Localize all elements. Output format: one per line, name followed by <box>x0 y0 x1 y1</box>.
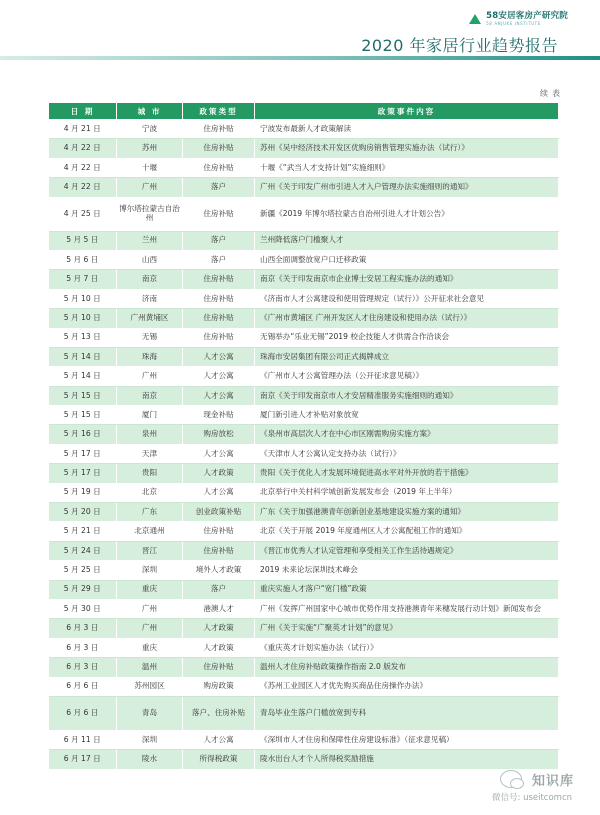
cell-city: 温州 <box>117 658 183 677</box>
table-row <box>49 406 559 425</box>
cell-policy-type: 住房补贴 <box>183 309 255 328</box>
cell-policy-content: 山西全面调整放宽户口迁移政策 <box>255 250 559 269</box>
cell-city: 博尔塔拉蒙古自治州 <box>117 197 183 231</box>
cell-policy-content: 《广州市人才公寓管理办法（公开征求意见稿）》 <box>255 367 559 386</box>
table-row <box>49 638 559 657</box>
cell-policy-content: 宁波发布最新人才政策解读 <box>255 120 559 139</box>
cell-city: 北京 <box>117 483 183 502</box>
cell-policy-content: 珠海市安居集团有限公司正式揭牌成立 <box>255 347 559 366</box>
cell-policy-type: 落户 <box>183 231 255 250</box>
cell-policy-content: 《济南市人才公寓建设和使用管理规定（试行）》公开征求社会意见 <box>255 289 559 308</box>
cell-policy-type: 住房补贴 <box>183 522 255 541</box>
cell-city: 广州 <box>117 619 183 638</box>
cell-date: 5 月 17 日 <box>49 444 117 463</box>
cell-date: 5 月 5 日 <box>49 231 117 250</box>
cell-policy-content: 广州《发挥广州国家中心城市优势作用支持港澳青年来穗发展行动计划》新闻发布会 <box>255 599 559 618</box>
table-row <box>49 178 559 197</box>
cell-policy-type: 住房补贴 <box>183 541 255 560</box>
cell-policy-type: 人才公寓 <box>183 386 255 405</box>
cell-date: 6 月 6 日 <box>49 696 117 730</box>
cell-city: 贵阳 <box>117 464 183 483</box>
cell-policy-type: 人才公寓 <box>183 483 255 502</box>
cell-policy-content: 厦门新引进人才补贴对象放宽 <box>255 406 559 425</box>
cell-policy-type: 落户、住房补贴 <box>183 696 255 730</box>
cell-policy-content: 无锡举办“乐业无锡”2019 校企技能人才供需合作洽谈会 <box>255 328 559 347</box>
table-row <box>49 386 559 405</box>
cell-policy-type: 所得税政策 <box>183 750 255 769</box>
cell-policy-content: 《泉州市高层次人才在中心市区刚需购房实施方案》 <box>255 425 559 444</box>
cell-date: 5 月 15 日 <box>49 386 117 405</box>
cell-city: 青岛 <box>117 696 183 730</box>
logo-mark-icon <box>468 12 482 26</box>
logo-chinese-name: 58安居客房产研究院 <box>486 11 568 22</box>
cell-policy-type: 住房补贴 <box>183 328 255 347</box>
table-body <box>49 120 559 770</box>
cell-policy-type: 住房补贴 <box>183 120 255 139</box>
cell-city: 重庆 <box>117 580 183 599</box>
cell-policy-type: 现金补贴 <box>183 406 255 425</box>
header-city: 城 市 <box>117 103 183 120</box>
cell-city: 深圳 <box>117 730 183 749</box>
cell-city: 晋江 <box>117 541 183 560</box>
cell-policy-type: 住房补贴 <box>183 270 255 289</box>
cell-date: 6 月 6 日 <box>49 677 117 696</box>
cell-date: 5 月 7 日 <box>49 270 117 289</box>
logo-english-name: 58 ANJUKE INSTITUTE <box>486 20 541 26</box>
cell-policy-type: 创业政策补贴 <box>183 503 255 522</box>
cell-policy-type: 住房补贴 <box>183 658 255 677</box>
cell-city: 广州 <box>117 367 183 386</box>
cell-policy-type: 人才政策 <box>183 638 255 657</box>
cell-policy-content: 广州《关于印发广州市引进人才入户管理办法实施细则的通知》 <box>255 178 559 197</box>
cell-policy-content: 《重庆英才计划实施办法（试行）》 <box>255 638 559 657</box>
cell-policy-content: 《晋江市优秀人才认定管理和享受相关工作生活待遇规定》 <box>255 541 559 560</box>
cell-policy-content: 贵阳《关于优化人才发展环境促进高水平对外开放的若干措施》 <box>255 464 559 483</box>
cell-policy-content: 十堰《“武当人才支持计划”实施细则》 <box>255 158 559 177</box>
table-row <box>49 367 559 386</box>
cell-policy-content: 广州《关于实施“广聚英才计划”的意见》 <box>255 619 559 638</box>
table-row <box>49 120 559 139</box>
cell-date: 4 月 22 日 <box>49 139 117 158</box>
cell-policy-content: 新疆《2019 年博尔塔拉蒙古自治州引进人才计划公告》 <box>255 197 559 231</box>
cell-date: 5 月 19 日 <box>49 483 117 502</box>
cell-date: 6 月 17 日 <box>49 750 117 769</box>
table-row <box>49 522 559 541</box>
table-row <box>49 139 559 158</box>
cell-city: 苏州园区 <box>117 677 183 696</box>
cell-policy-content: 陵水出台人才个人所得税奖励措施 <box>255 750 559 769</box>
cell-policy-type: 人才公寓 <box>183 347 255 366</box>
report-header <box>0 0 600 62</box>
cell-city: 无锡 <box>117 328 183 347</box>
table-row <box>49 658 559 677</box>
table-row <box>49 696 559 730</box>
cell-date: 6 月 3 日 <box>49 658 117 677</box>
cell-policy-content: 北京举行中关村科学城创新发展发布会（2019 年上半年） <box>255 483 559 502</box>
cell-policy-type: 落户 <box>183 580 255 599</box>
cell-city: 陵水 <box>117 750 183 769</box>
cell-date: 5 月 25 日 <box>49 561 117 580</box>
cell-policy-type: 人才政策 <box>183 619 255 638</box>
cell-date: 4 月 25 日 <box>49 197 117 231</box>
cell-city: 广州 <box>117 178 183 197</box>
table-row <box>49 677 559 696</box>
cell-city: 宁波 <box>117 120 183 139</box>
cell-date: 5 月 30 日 <box>49 599 117 618</box>
cell-policy-type: 人才公寓 <box>183 367 255 386</box>
cell-date: 5 月 6 日 <box>49 250 117 269</box>
continued-label: 续表 <box>540 89 564 98</box>
cell-policy-type: 购房放松 <box>183 425 255 444</box>
table-row <box>49 561 559 580</box>
cell-date: 5 月 16 日 <box>49 425 117 444</box>
cell-policy-content: 广东《关于加强港澳青年创新创业基地建设实施方案的通知》 <box>255 503 559 522</box>
table-row <box>49 425 559 444</box>
header-policy-type: 政策类型 <box>183 103 255 120</box>
table-row <box>49 503 559 522</box>
cell-policy-content: 苏州《吴中经济技术开发区优购房销售管理实施办法（试行）》 <box>255 139 559 158</box>
table-row <box>49 231 559 250</box>
cell-city: 苏州 <box>117 139 183 158</box>
table-row <box>49 483 559 502</box>
cell-policy-content: 南京《关于印发南京市企业博士安居工程实施办法的通知》 <box>255 270 559 289</box>
table-header-row <box>49 103 559 120</box>
table-row <box>49 730 559 749</box>
cell-date: 5 月 29 日 <box>49 580 117 599</box>
cell-date: 5 月 14 日 <box>49 347 117 366</box>
cell-policy-type: 境外人才政策 <box>183 561 255 580</box>
table-row <box>49 541 559 560</box>
cell-policy-type: 住房补贴 <box>183 289 255 308</box>
table-row <box>49 599 559 618</box>
cell-policy-content: 重庆实施人才落户“宽门槛”政策 <box>255 580 559 599</box>
cell-city: 深圳 <box>117 561 183 580</box>
cell-policy-type: 住房补贴 <box>183 197 255 231</box>
watermark-account: 微信号: useitcomcn <box>492 793 573 803</box>
cell-policy-content: 《广州市黄埔区 广州开发区人才住房建设和使用办法（试行）》 <box>255 309 559 328</box>
cell-policy-content: 温州人才住房补贴政策操作指南 2.0 版发布 <box>255 658 559 677</box>
cell-city: 南京 <box>117 270 183 289</box>
cell-city: 厦门 <box>117 406 183 425</box>
cell-city: 广州 <box>117 599 183 618</box>
cell-date: 5 月 24 日 <box>49 541 117 560</box>
cell-city: 泉州 <box>117 425 183 444</box>
wechat-watermark <box>492 766 592 806</box>
table-row <box>49 309 559 328</box>
cell-date: 4 月 21 日 <box>49 120 117 139</box>
publisher-logo <box>468 12 568 26</box>
watermark-name: 知识库 <box>532 774 575 789</box>
cell-city: 山西 <box>117 250 183 269</box>
cell-policy-content: 2019 未来论坛深圳技术峰会 <box>255 561 559 580</box>
cell-policy-content: 《苏州工业园区人才优先购买商品住房操作办法》 <box>255 677 559 696</box>
table-row <box>49 444 559 463</box>
cell-city: 广东 <box>117 503 183 522</box>
cell-policy-type: 住房补贴 <box>183 158 255 177</box>
header-divider <box>0 56 600 60</box>
cell-date: 6 月 3 日 <box>49 619 117 638</box>
cell-policy-content: 南京《关于印发南京市人才安居精准服务实施细则的通知》 <box>255 386 559 405</box>
table-row <box>49 250 559 269</box>
cell-policy-content: 青岛毕业生落户门槛放宽到专科 <box>255 696 559 730</box>
table-row <box>49 464 559 483</box>
cell-city: 济南 <box>117 289 183 308</box>
table-row <box>49 270 559 289</box>
policy-table <box>48 102 559 770</box>
cell-city: 广州黄埔区 <box>117 309 183 328</box>
cell-policy-type: 购房政策 <box>183 677 255 696</box>
cell-policy-type: 人才公寓 <box>183 730 255 749</box>
cell-city: 南京 <box>117 386 183 405</box>
cell-policy-type: 人才公寓 <box>183 444 255 463</box>
cell-policy-type: 落户 <box>183 178 255 197</box>
header-policy-content: 政策事件内容 <box>255 103 559 120</box>
cell-policy-type: 港澳人才 <box>183 599 255 618</box>
cell-policy-content: 《深圳市人才住房和保障性住房建设标准》（征求意见稿） <box>255 730 559 749</box>
cell-policy-content: 北京《关于开展 2019 年度通州区人才公寓配租工作的通知》 <box>255 522 559 541</box>
cell-policy-type: 住房补贴 <box>183 139 255 158</box>
cell-policy-type: 人才政策 <box>183 464 255 483</box>
table-row <box>49 197 559 231</box>
table-row <box>49 619 559 638</box>
cell-policy-type: 落户 <box>183 250 255 269</box>
cell-date: 5 月 17 日 <box>49 464 117 483</box>
cell-date: 4 月 22 日 <box>49 158 117 177</box>
cell-city: 重庆 <box>117 638 183 657</box>
table-row <box>49 328 559 347</box>
table-row <box>49 289 559 308</box>
cell-city: 珠海 <box>117 347 183 366</box>
wechat-icon <box>500 770 522 788</box>
cell-date: 5 月 21 日 <box>49 522 117 541</box>
cell-city: 十堰 <box>117 158 183 177</box>
cell-date: 5 月 15 日 <box>49 406 117 425</box>
cell-date: 4 月 22 日 <box>49 178 117 197</box>
cell-date: 6 月 11 日 <box>49 730 117 749</box>
report-title: 2020 年家居行业趋势报告 <box>361 36 558 55</box>
cell-city: 兰州 <box>117 231 183 250</box>
cell-date: 5 月 13 日 <box>49 328 117 347</box>
cell-date: 5 月 10 日 <box>49 309 117 328</box>
cell-date: 6 月 3 日 <box>49 638 117 657</box>
table-row <box>49 750 559 769</box>
table-row <box>49 580 559 599</box>
cell-policy-content: 《天津市人才公寓认定支持办法（试行）》 <box>255 444 559 463</box>
cell-policy-content: 兰州降低落户门槛聚人才 <box>255 231 559 250</box>
cell-city: 北京通州 <box>117 522 183 541</box>
cell-date: 5 月 10 日 <box>49 289 117 308</box>
cell-city: 天津 <box>117 444 183 463</box>
table-row <box>49 347 559 366</box>
header-date: 日 期 <box>49 103 117 120</box>
cell-date: 5 月 20 日 <box>49 503 117 522</box>
table-row <box>49 158 559 177</box>
cell-date: 5 月 14 日 <box>49 367 117 386</box>
